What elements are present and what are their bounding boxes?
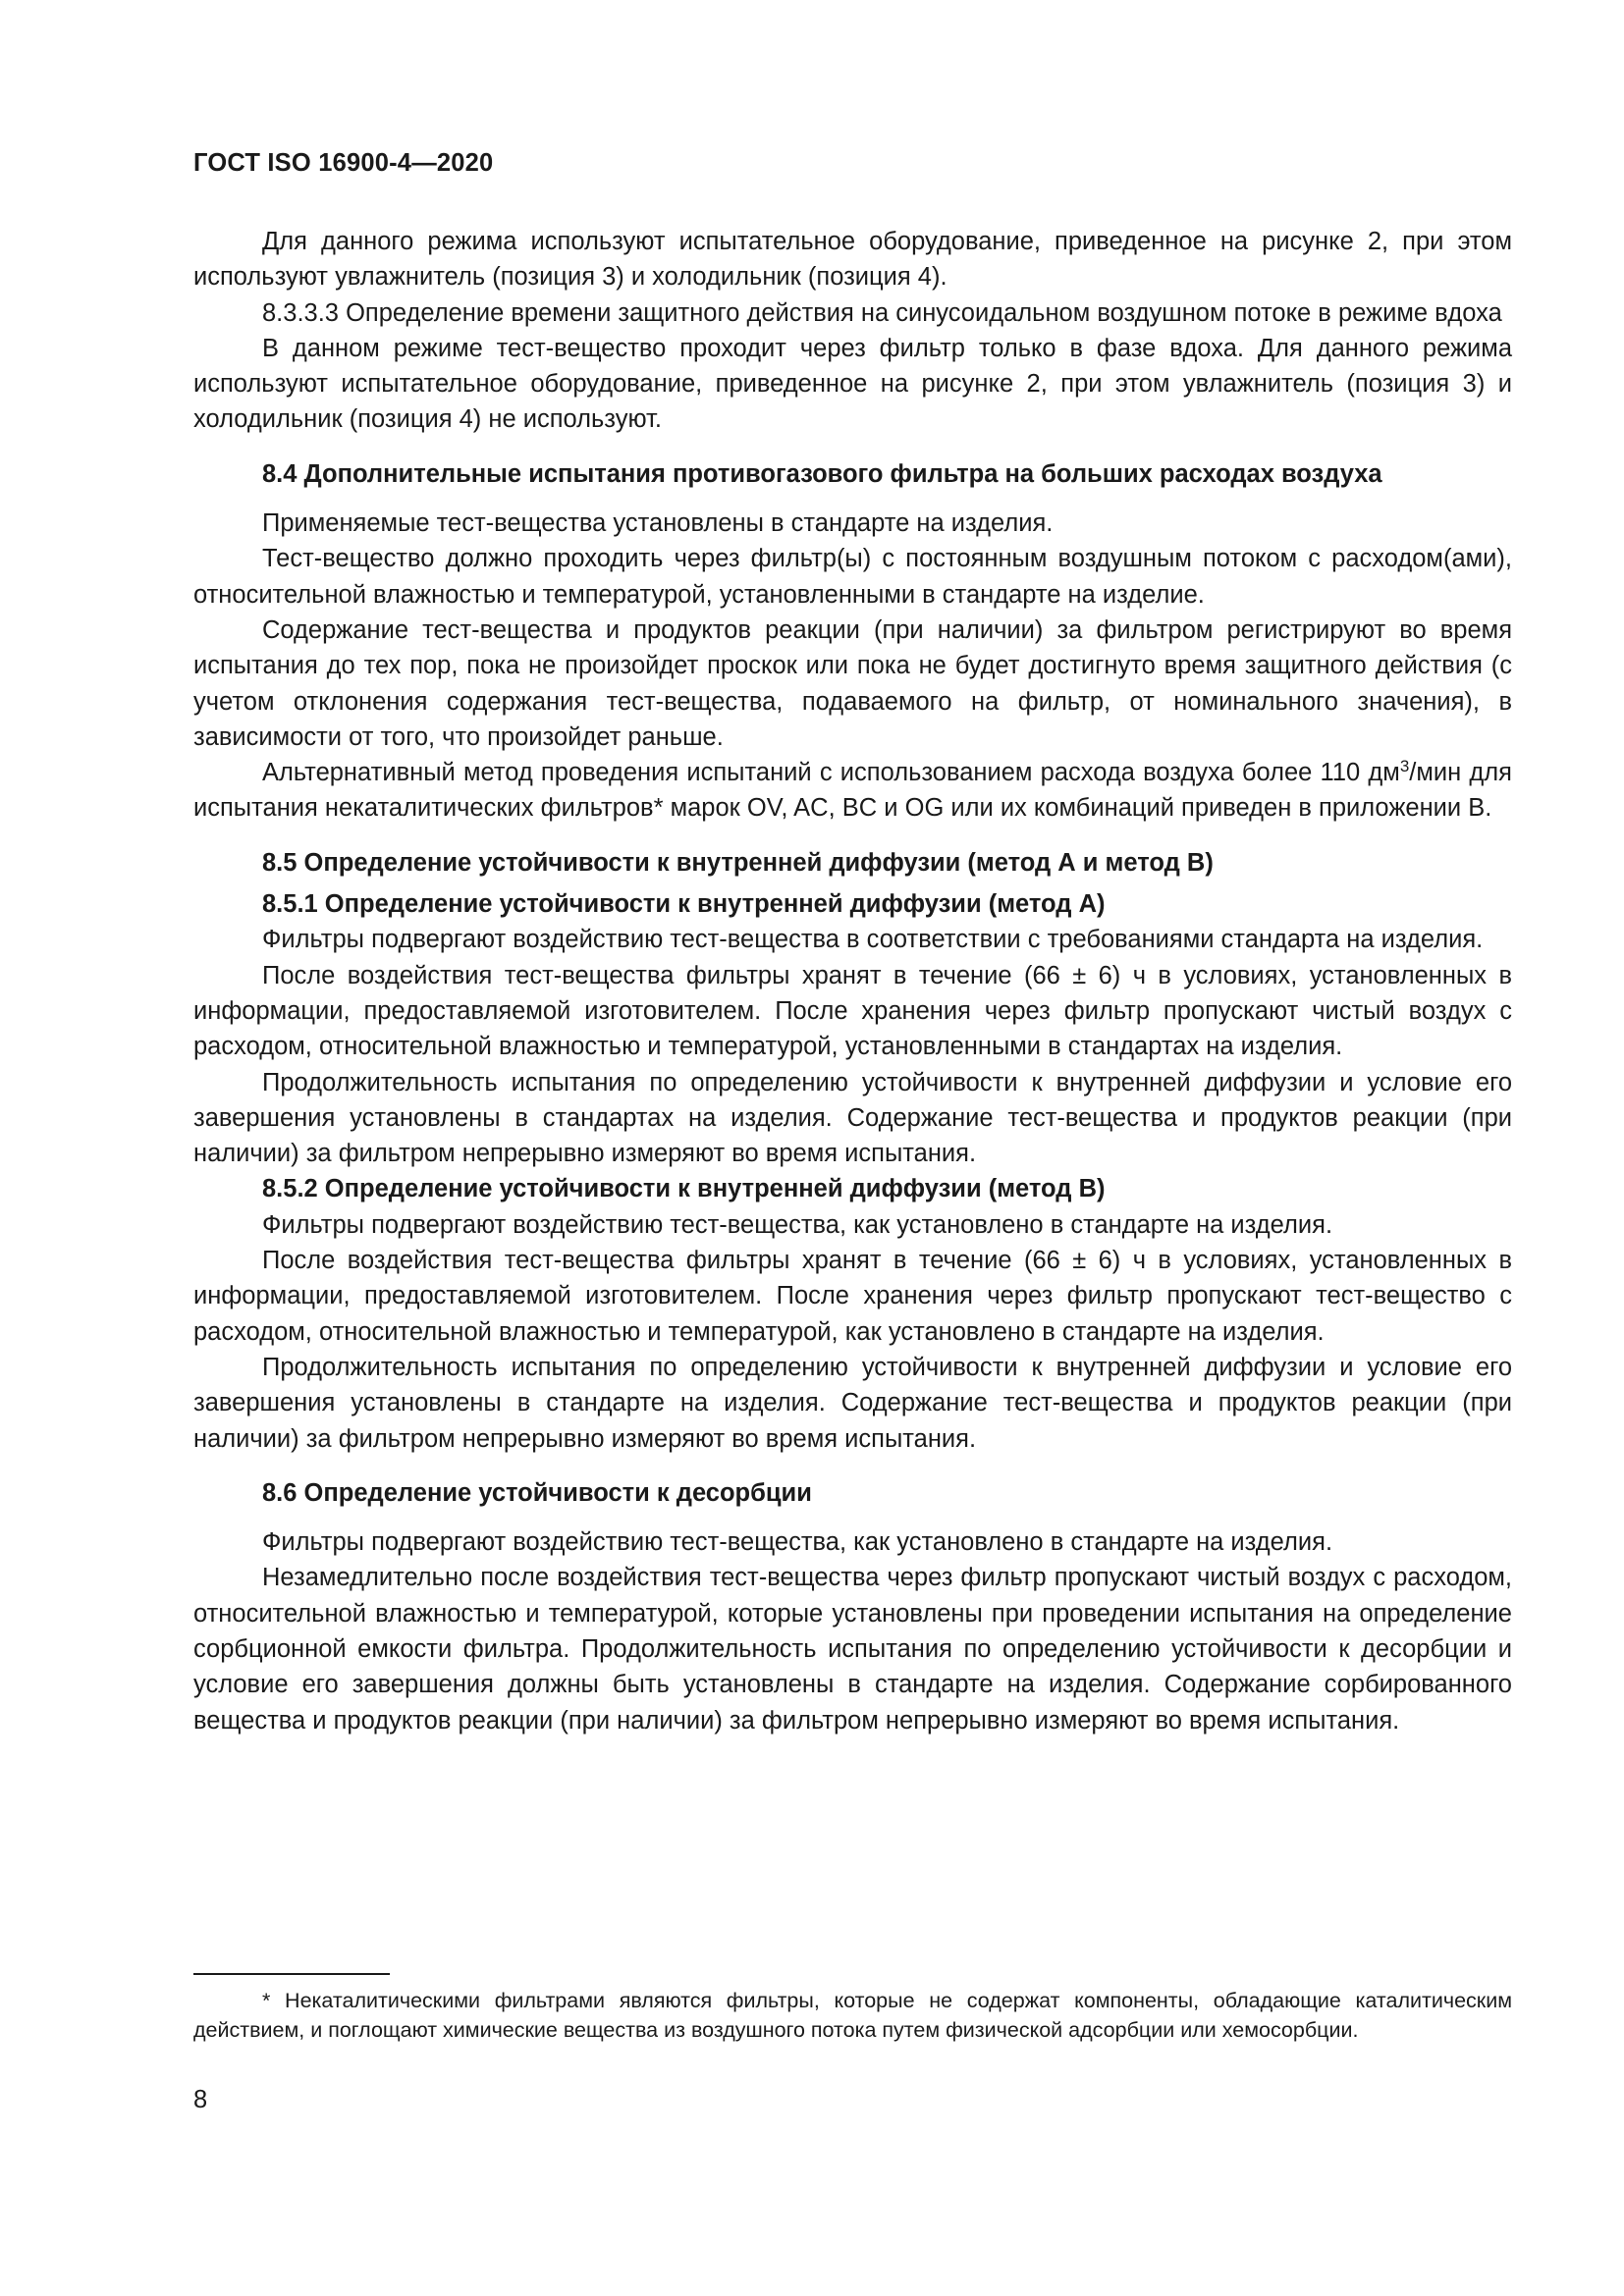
paragraph: После воздействия тест-вещества фильтры хранят в течение (66 ± 6) ч в условиях, установленных в информации, предоставляемой изготовителем. После хранения через фильтр пропускают тест-вещество с расходом, относительной влажностью и температурой, как установлено в стандарте на изделия.: [193, 1247, 1512, 1346]
paragraph: Фильтры подвергают воздействию тест-вещества, как установлено в стандарте на изделия.: [262, 1528, 1333, 1557]
footnote: [193, 1987, 1512, 2045]
section-heading-8-6: 8.6 Определение устойчивости к десорбции: [262, 1478, 812, 1507]
footnote-divider: [193, 1973, 390, 1975]
page-number: 8: [193, 2086, 208, 2113]
body-text: [193, 224, 1512, 1738]
text-run: Альтернативный метод проведения испытаний с использованием расхода воздуха более 110 дм: [262, 759, 1400, 787]
paragraph: Тест-вещество должно проходить через фильтр(ы) с постоянным воздушным потоком с расходом(ами), относительной влажностью и температурой, установленными в стандарте на изделие.: [193, 545, 1512, 609]
section-heading-8-4: 8.4 Дополнительные испытания противогазового фильтра на больших расходах воздуха: [262, 459, 1382, 488]
paragraph: Фильтры подвергают воздействию тест-вещества, как установлено в стандарте на изделия.: [262, 1210, 1333, 1239]
paragraph: Продолжительность испытания по определению устойчивости к внутренней диффузии и условие его завершения установлены в стандарте на изделия. Содержание тест-вещества и продуктов реакции (при наличии) за фильтром непрерывно измеряют во время испытания.: [193, 1353, 1512, 1453]
paragraph: Применяемые тест-вещества установлены в стандарте на изделия.: [262, 509, 1054, 538]
section-heading-8-5-1: 8.5.1 Определение устойчивости к внутренней диффузии (метод А): [262, 890, 1106, 919]
paragraph: Содержание тест-вещества и продуктов реакции (при наличии) за фильтром регистрируют во время испытания до тех пор, пока не произойдет проскок или пока не будет достигнуто время защитного действия (с учетом отклонения содержания тест-вещества, подаваемого на фильтр, от номинального значения), в зависимости от того, что произойдет раньше.: [193, 615, 1512, 751]
paragraph: [193, 755, 1512, 827]
superscript: 3: [1399, 757, 1410, 776]
section-heading-8-5: 8.5 Определение устойчивости к внутренней диффузии (метод А и метод В): [262, 848, 1214, 877]
paragraph: Продолжительность испытания по определению устойчивости к внутренней диффузии и условие его завершения установлены в стандартах на изделия. Содержание тест-вещества и продуктов реакции (при наличии) за фильтром непрерывно измеряют во время испытания.: [193, 1068, 1512, 1168]
paragraph: Фильтры подвергают воздействию тест-вещества в соответствии с требованиями стандарта на изделия.: [262, 926, 1484, 954]
footnote-text: * Некаталитическими фильтрами являются фильтры, которые не содержат компоненты, обладающие каталитическим действием, и поглощают химические вещества из воздушного потока путем физической адсорбции или хемосорбции.: [193, 1989, 1512, 2042]
section-heading-8-5-2: 8.5.2 Определение устойчивости к внутренней диффузии (метод В): [262, 1175, 1106, 1203]
text-run: /мин для испытания некаталитических фильтров* марок OV, AC, BC и OG или их комбинаций приведен в приложении В.: [193, 759, 1512, 823]
document-header: ГОСТ ISO 16900-4—2020: [193, 149, 494, 177]
subsection-heading: 8.3.3.3 Определение времени защитного действия на синусоидальном воздушном потоке в режиме вдоха: [262, 298, 1502, 327]
paragraph: Незамедлительно после воздействия тест-вещества через фильтр пропускают чистый воздух с расходом, относительной влажностью и температурой, которые установлены при проведении испытания на определение сорбционной емкости фильтра. Продолжительность испытания по определению устойчивости к десорбции и условие его завершения должны быть установлены в стандарте на изделия. Содержание сорбированного вещества и продуктов реакции (при наличии) за фильтром непрерывно измеряют во время испытания.: [193, 1564, 1512, 1735]
paragraph: После воздействия тест-вещества фильтры хранят в течение (66 ± 6) ч в условиях, установленных в информации, предоставляемой изготовителем. После хранения через фильтр пропускают чистый воздух с расходом, относительной влажностью и температурой, установленными в стандартах на изделия.: [193, 961, 1512, 1061]
paragraph: Для данного режима используют испытательное оборудование, приведенное на рисунке 2, при этом используют увлажнитель (позиция 3) и холодильник (позиция 4).: [193, 228, 1512, 292]
paragraph: В данном режиме тест-вещество проходит через фильтр только в фазе вдоха. Для данного режима используют испытательное оборудование, приведенное на рисунке 2, при этом увлажнитель (позиция 3) и холодильник (позиция 4) не используют.: [193, 334, 1512, 434]
